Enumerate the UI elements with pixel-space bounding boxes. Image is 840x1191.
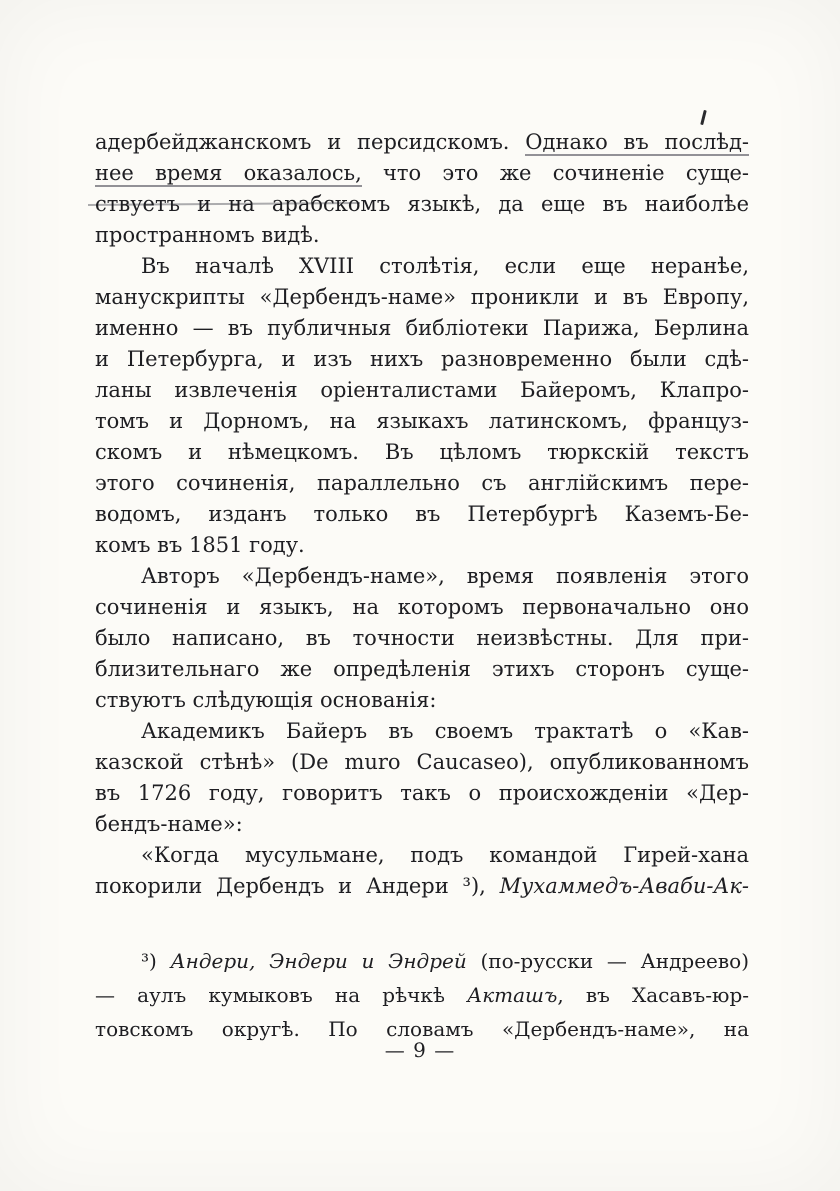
text-line: Авторъ «Дербендъ-наме», время появленія этого bbox=[141, 564, 749, 588]
text-line bbox=[95, 871, 749, 902]
page-number: — 9 — bbox=[384, 1038, 456, 1062]
text-line: близительнаго же опредѣленія этихъ сторонъ суще- bbox=[95, 657, 749, 681]
footnote-line: товскомъ округѣ. По словамъ «Дербендъ-наме», на bbox=[95, 1017, 749, 1041]
italic-text: Мухаммедъ-Аваби-Ак- bbox=[499, 874, 749, 898]
text-line: томъ и Дорномъ, на языкахъ латинскомъ, француз- bbox=[95, 409, 749, 433]
pencil-tick-mark bbox=[700, 110, 707, 125]
italic-text: Акташъ bbox=[467, 983, 558, 1007]
text-line: Академикъ Байеръ въ своемъ трактатѣ о «Кав- bbox=[141, 719, 749, 743]
footnote-line bbox=[95, 944, 749, 978]
text-line: сочиненія и языкъ, на которомъ первоначально оно bbox=[95, 595, 749, 619]
footnote-marker: ³) bbox=[141, 949, 171, 973]
text-line: казской стѣнѣ» (De muro Caucaseo), опубликованномъ bbox=[95, 750, 749, 774]
page-text-block bbox=[95, 127, 749, 1046]
text-line: пространномъ видѣ. bbox=[95, 223, 320, 247]
text-line: манускрипты «Дербендъ-наме» проникли и въ Европу, bbox=[95, 285, 749, 309]
text-line: ствуетъ и на арабскомъ языкѣ, да еще въ наиболѣе bbox=[95, 192, 749, 216]
text-segment: — аулъ кумыковъ на рѣчкѣ bbox=[95, 983, 468, 1007]
footnote-line bbox=[95, 978, 749, 1012]
text-line bbox=[95, 158, 749, 189]
text-segment: что это же сочиненіе суще- bbox=[361, 161, 749, 185]
text-line: и Петербурга, и изъ нихъ разновременно были сдѣ- bbox=[95, 347, 749, 371]
text-line: въ 1726 году, говоритъ такъ о происхожденіи «Дер- bbox=[95, 781, 749, 805]
text-line: было написано, въ точности неизвѣстны. Для при- bbox=[95, 626, 749, 650]
text-line: «Когда мусульмане, подъ командой Гирей-хана bbox=[141, 843, 749, 867]
text-line: Въ началѣ XVIII столѣтія, если еще неранѣе, bbox=[141, 254, 749, 278]
text-line: бендъ-наме»: bbox=[95, 812, 243, 836]
text-line: именно — въ публичныя библіотеки Парижа, Берлина bbox=[95, 316, 749, 340]
text-segment: , въ Хасавъ-юр- bbox=[557, 983, 750, 1007]
text-line bbox=[95, 127, 749, 158]
footnote bbox=[95, 944, 749, 1046]
pencil-underline-mark: нее время оказалось, bbox=[95, 161, 362, 185]
text-line: скомъ и нѣмецкомъ. Въ цѣломъ тюркскій текстъ bbox=[95, 440, 749, 464]
text-line: ланы извлеченія оріенталистами Байеромъ, Клапро- bbox=[95, 378, 749, 402]
text-segment: (по-русски — Андреево) bbox=[466, 949, 749, 973]
text-line: водомъ, изданъ только въ Петербургѣ Каземъ-Бе- bbox=[95, 502, 749, 526]
text-line: этого сочиненія, параллельно съ англійскимъ пере- bbox=[95, 471, 749, 495]
italic-text: Андери, Эндери и Эндрей bbox=[170, 949, 467, 973]
text-segment: адербейджанскомъ и персидскомъ. bbox=[95, 130, 526, 154]
text-line: комъ въ 1851 году. bbox=[95, 533, 305, 557]
pencil-underline-mark: Однако въ послѣд- bbox=[525, 130, 749, 154]
text-segment: покорили Дербендъ и Андери ³), bbox=[95, 874, 500, 898]
text-line: ствуютъ слѣдующія основанія: bbox=[95, 688, 437, 712]
